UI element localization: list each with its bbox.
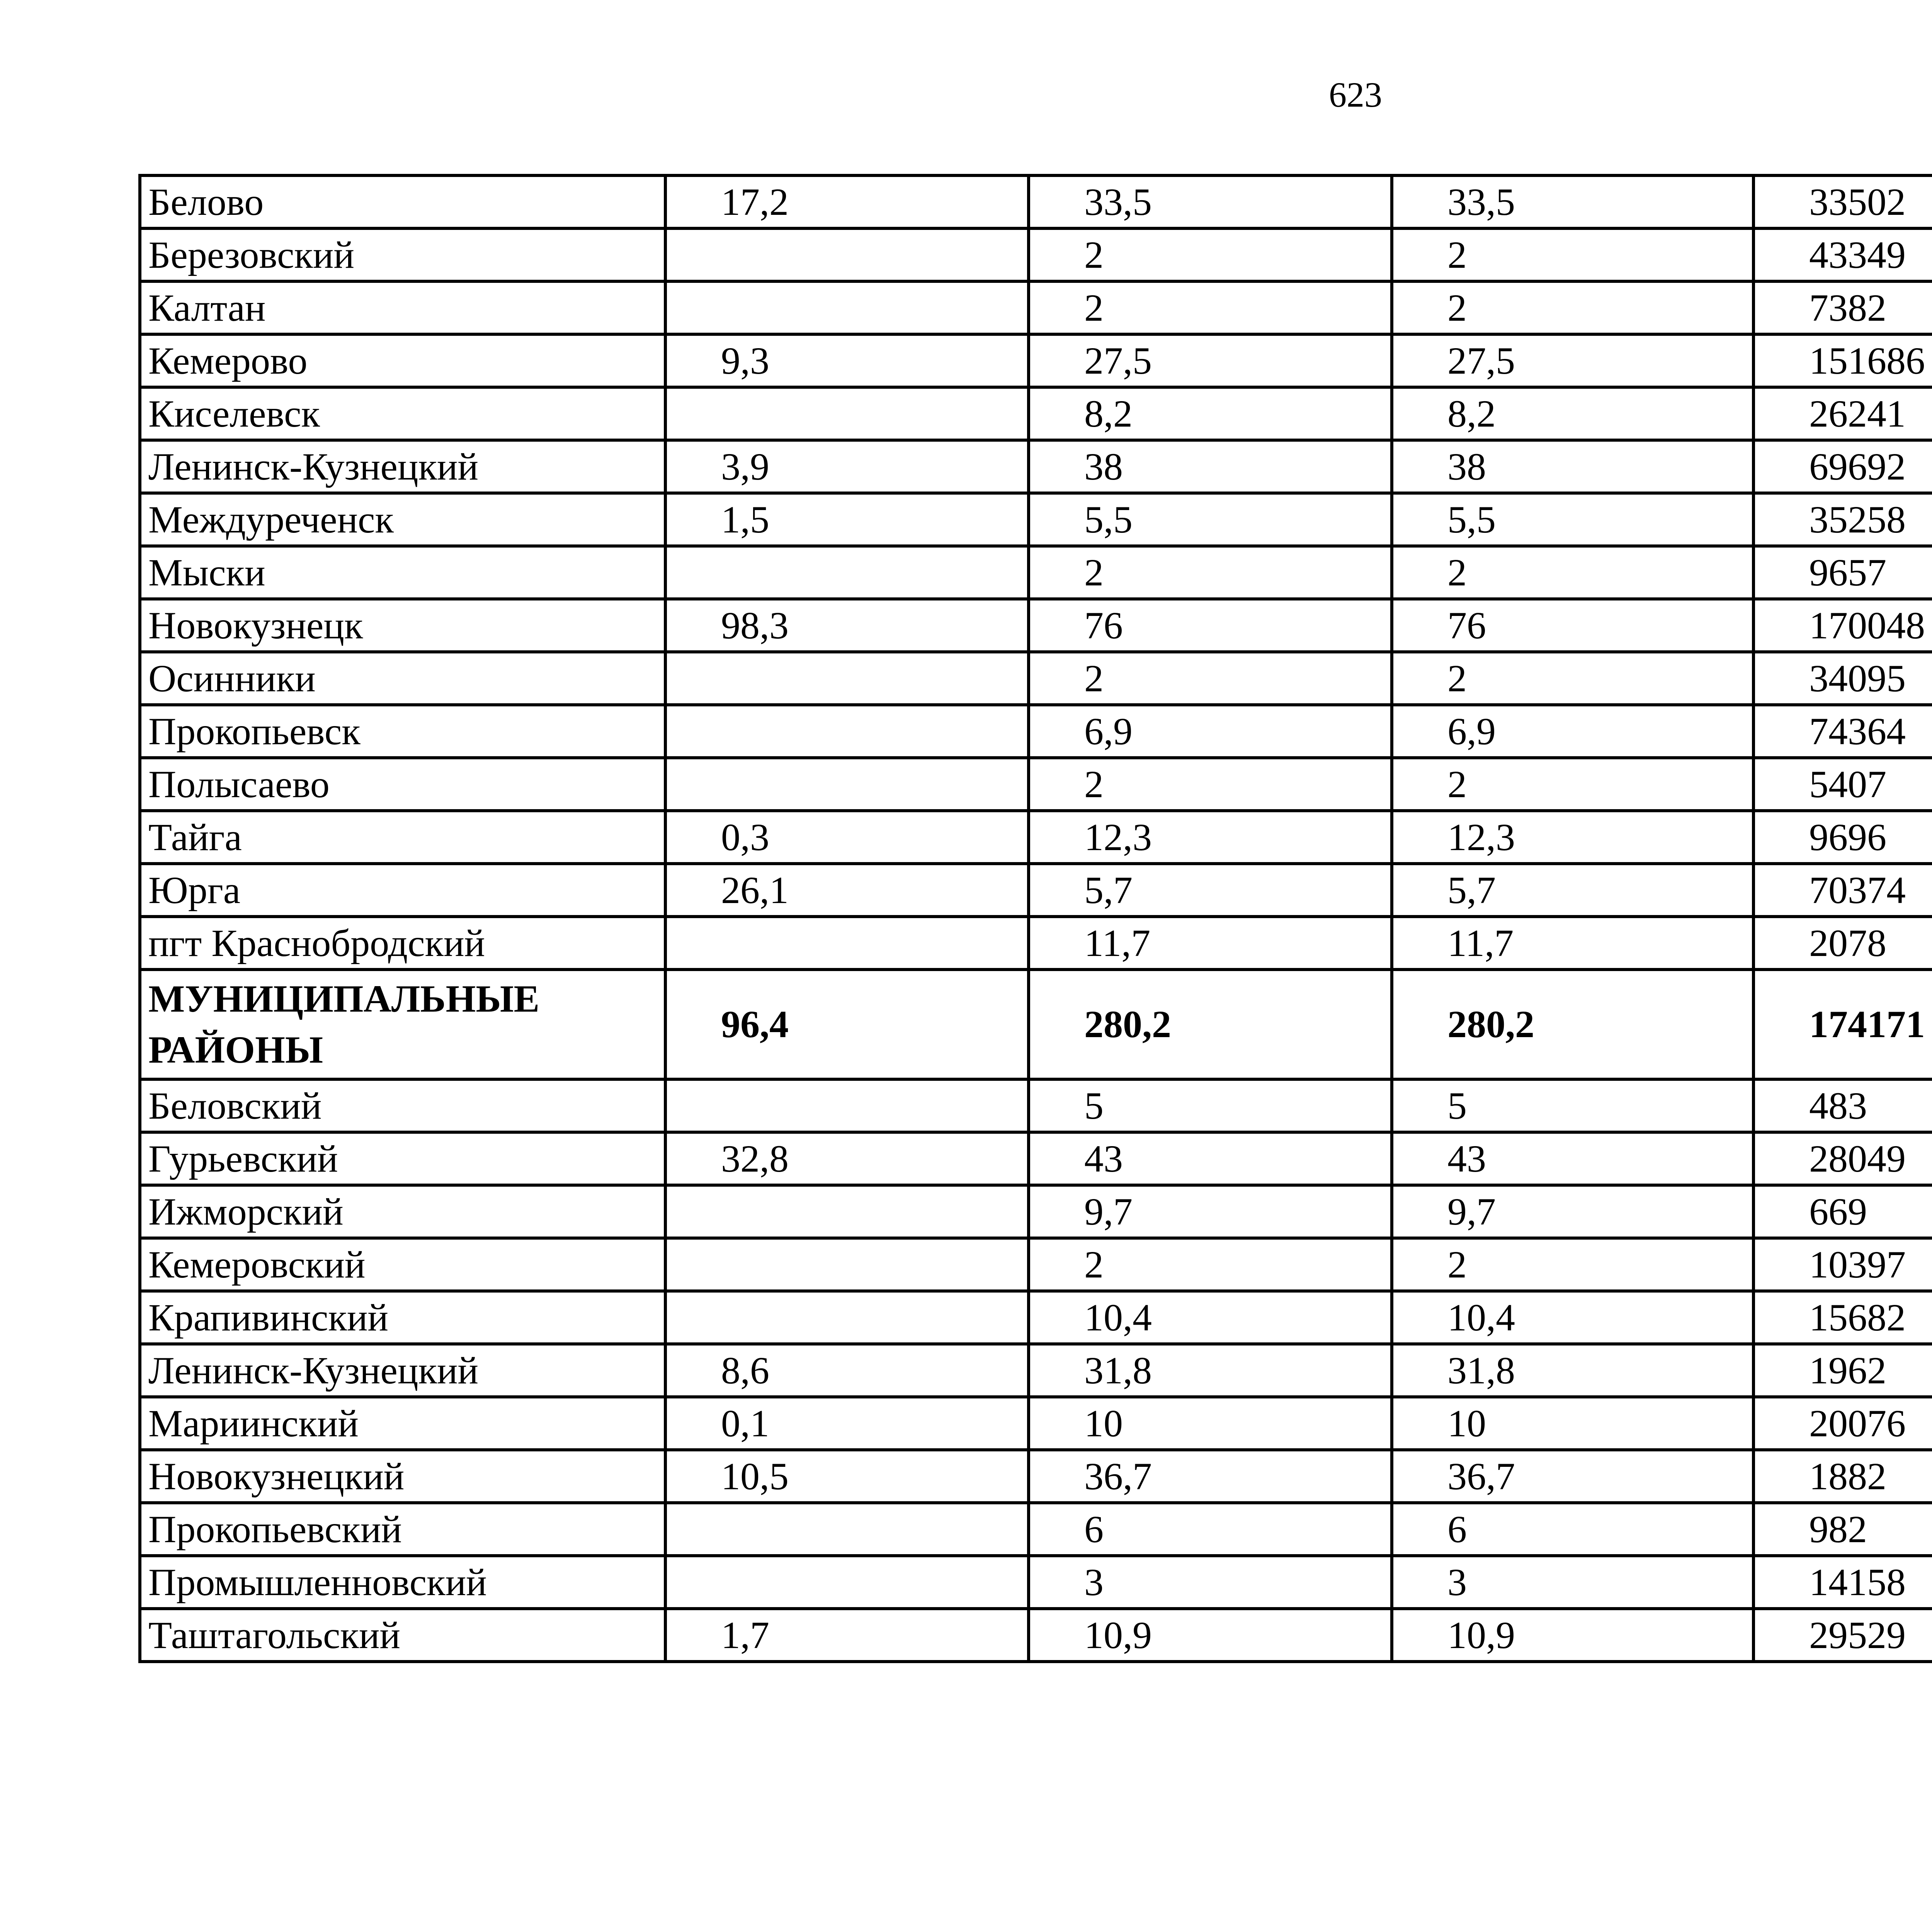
value-cell-v3: 11,7 (1392, 917, 1753, 970)
value-cell-v3: 2 (1392, 546, 1753, 599)
value-cell-v4: 9657 (1753, 546, 1932, 599)
value-cell-v1: 1,7 (665, 1609, 1029, 1662)
table-row (140, 1079, 1932, 1132)
row-name-cell: Юрга (140, 864, 665, 917)
value-cell-v4: 14158 (1753, 1556, 1932, 1609)
value-cell-v1: 0,3 (665, 811, 1029, 864)
row-name-cell: Междуреченск (140, 493, 665, 546)
table-row (140, 811, 1932, 864)
row-name-cell: Таштагольский (140, 1609, 665, 1662)
value-cell-v4: 69692 (1753, 440, 1932, 493)
value-cell-v1 (665, 387, 1029, 440)
value-cell-v4: 9696 (1753, 811, 1932, 864)
value-cell-v3: 2 (1392, 228, 1753, 281)
value-cell-v2: 9,7 (1029, 1185, 1392, 1238)
value-cell-v4: 5407 (1753, 758, 1932, 811)
table-row (140, 1344, 1932, 1397)
table-row (140, 864, 1932, 917)
value-cell-v2: 280,2 (1029, 970, 1392, 1079)
value-cell-v4: 483 (1753, 1079, 1932, 1132)
value-cell-v1 (665, 546, 1029, 599)
table-row (140, 1450, 1932, 1503)
row-name-cell: Ижморский (140, 1185, 665, 1238)
value-cell-v1: 17,2 (665, 175, 1029, 228)
value-cell-v4: 26241 (1753, 387, 1932, 440)
value-cell-v2: 5,5 (1029, 493, 1392, 546)
value-cell-v3: 280,2 (1392, 970, 1753, 1079)
value-cell-v2: 2 (1029, 1238, 1392, 1291)
table-row (140, 175, 1932, 228)
row-name-cell: Беловский (140, 1079, 665, 1132)
value-cell-v2: 5 (1029, 1079, 1392, 1132)
table-row (140, 705, 1932, 758)
value-cell-v2: 2 (1029, 546, 1392, 599)
value-cell-v1: 98,3 (665, 599, 1029, 652)
row-name-cell: Гурьевский (140, 1132, 665, 1185)
table-row (140, 1609, 1932, 1662)
value-cell-v1 (665, 1238, 1029, 1291)
table-row (140, 281, 1932, 334)
value-cell-v1 (665, 917, 1029, 970)
table-row (140, 652, 1932, 705)
value-cell-v1: 96,4 (665, 970, 1029, 1079)
table-row (140, 1238, 1932, 1291)
value-cell-v1: 8,6 (665, 1344, 1029, 1397)
value-cell-v4: 170048 (1753, 599, 1932, 652)
value-cell-v3: 33,5 (1392, 175, 1753, 228)
row-name-cell: Ленинск-Кузнецкий (140, 1344, 665, 1397)
value-cell-v2: 10,9 (1029, 1609, 1392, 1662)
value-cell-v2: 2 (1029, 281, 1392, 334)
value-cell-v3: 10 (1392, 1397, 1753, 1450)
value-cell-v1 (665, 1079, 1029, 1132)
row-name-cell: Промышленновский (140, 1556, 665, 1609)
value-cell-v1 (665, 758, 1029, 811)
table-row (140, 1291, 1932, 1344)
value-cell-v3: 6,9 (1392, 705, 1753, 758)
value-cell-v1 (665, 705, 1029, 758)
value-cell-v4: 29529 (1753, 1609, 1932, 1662)
value-cell-v2: 43 (1029, 1132, 1392, 1185)
value-cell-v2: 27,5 (1029, 334, 1392, 387)
page-number: 623 (1329, 75, 1382, 114)
row-name-cell: Новокузнецкий (140, 1450, 665, 1503)
value-cell-v3: 43 (1392, 1132, 1753, 1185)
table-row (140, 1185, 1932, 1238)
value-cell-v3: 38 (1392, 440, 1753, 493)
value-cell-v1 (665, 1185, 1029, 1238)
row-name-cell: Киселевск (140, 387, 665, 440)
table-row (140, 1132, 1932, 1185)
row-name-cell: Прокопьевский (140, 1503, 665, 1556)
value-cell-v2: 6,9 (1029, 705, 1392, 758)
value-cell-v1: 9,3 (665, 334, 1029, 387)
row-name-cell: Новокузнецк (140, 599, 665, 652)
value-cell-v1: 1,5 (665, 493, 1029, 546)
row-name-cell: Крапивинский (140, 1291, 665, 1344)
table-row (140, 1503, 1932, 1556)
value-cell-v2: 5,7 (1029, 864, 1392, 917)
row-name-cell: Кемеровский (140, 1238, 665, 1291)
value-cell-v3: 10,4 (1392, 1291, 1753, 1344)
table-row (140, 1397, 1932, 1450)
value-cell-v4: 151686 (1753, 334, 1932, 387)
value-cell-v3: 36,7 (1392, 1450, 1753, 1503)
value-cell-v1 (665, 281, 1029, 334)
value-cell-v1: 0,1 (665, 1397, 1029, 1450)
value-cell-v1: 26,1 (665, 864, 1029, 917)
value-cell-v3: 6 (1392, 1503, 1753, 1556)
value-cell-v2: 76 (1029, 599, 1392, 652)
table-row (140, 387, 1932, 440)
value-cell-v2: 6 (1029, 1503, 1392, 1556)
value-cell-v2: 10 (1029, 1397, 1392, 1450)
value-cell-v4: 74364 (1753, 705, 1932, 758)
value-cell-v3: 2 (1392, 281, 1753, 334)
value-cell-v4: 15682 (1753, 1291, 1932, 1344)
table-row (140, 599, 1932, 652)
table-row (140, 440, 1932, 493)
value-cell-v3: 5,7 (1392, 864, 1753, 917)
value-cell-v3: 76 (1392, 599, 1753, 652)
value-cell-v4: 1962 (1753, 1344, 1932, 1397)
data-table (138, 174, 1932, 1663)
row-name-cell: Березовский (140, 228, 665, 281)
value-cell-v4: 7382 (1753, 281, 1932, 334)
table-row (140, 758, 1932, 811)
value-cell-v3: 2 (1392, 758, 1753, 811)
table-row (140, 970, 1932, 1079)
row-name-cell: пгт Краснобродский (140, 917, 665, 970)
value-cell-v2: 11,7 (1029, 917, 1392, 970)
table-row (140, 1556, 1932, 1609)
row-name-cell: Тайга (140, 811, 665, 864)
value-cell-v2: 3 (1029, 1556, 1392, 1609)
value-cell-v4: 10397 (1753, 1238, 1932, 1291)
value-cell-v3: 3 (1392, 1556, 1753, 1609)
table-body (140, 175, 1932, 1662)
value-cell-v2: 12,3 (1029, 811, 1392, 864)
value-cell-v3: 5,5 (1392, 493, 1753, 546)
table-row (140, 917, 1932, 970)
row-name-cell: Ленинск-Кузнецкий (140, 440, 665, 493)
table-row (140, 493, 1932, 546)
value-cell-v3: 8,2 (1392, 387, 1753, 440)
row-name-cell: Кемерово (140, 334, 665, 387)
value-cell-v4: 2078 (1753, 917, 1932, 970)
value-cell-v3: 2 (1392, 1238, 1753, 1291)
value-cell-v4: 28049 (1753, 1132, 1932, 1185)
value-cell-v3: 10,9 (1392, 1609, 1753, 1662)
table-row (140, 228, 1932, 281)
value-cell-v4: 35258 (1753, 493, 1932, 546)
row-name-cell: Осинники (140, 652, 665, 705)
value-cell-v4: 669 (1753, 1185, 1932, 1238)
value-cell-v3: 5 (1392, 1079, 1753, 1132)
row-name-cell: МУНИЦИПАЛЬНЫЕ РАЙОНЫ (140, 970, 665, 1079)
row-name-cell: Белово (140, 175, 665, 228)
value-cell-v4: 1882 (1753, 1450, 1932, 1503)
value-cell-v1: 32,8 (665, 1132, 1029, 1185)
value-cell-v3: 31,8 (1392, 1344, 1753, 1397)
value-cell-v2: 2 (1029, 228, 1392, 281)
row-name-cell: Прокопьевск (140, 705, 665, 758)
value-cell-v3: 9,7 (1392, 1185, 1753, 1238)
row-name-cell: Мариинский (140, 1397, 665, 1450)
value-cell-v3: 2 (1392, 652, 1753, 705)
value-cell-v1: 3,9 (665, 440, 1029, 493)
value-cell-v2: 2 (1029, 652, 1392, 705)
row-name-cell: Мыски (140, 546, 665, 599)
value-cell-v4: 20076 (1753, 1397, 1932, 1450)
value-cell-v2: 8,2 (1029, 387, 1392, 440)
row-name-cell: Полысаево (140, 758, 665, 811)
value-cell-v1 (665, 1503, 1029, 1556)
value-cell-v1 (665, 228, 1029, 281)
value-cell-v4: 34095 (1753, 652, 1932, 705)
value-cell-v1 (665, 652, 1029, 705)
value-cell-v3: 27,5 (1392, 334, 1753, 387)
value-cell-v2: 2 (1029, 758, 1392, 811)
table-row (140, 546, 1932, 599)
value-cell-v2: 33,5 (1029, 175, 1392, 228)
value-cell-v1 (665, 1556, 1029, 1609)
value-cell-v4: 43349 (1753, 228, 1932, 281)
row-name-cell: Калтан (140, 281, 665, 334)
value-cell-v4: 33502 (1753, 175, 1932, 228)
value-cell-v2: 38 (1029, 440, 1392, 493)
value-cell-v4: 174171 (1753, 970, 1932, 1079)
value-cell-v3: 12,3 (1392, 811, 1753, 864)
value-cell-v2: 36,7 (1029, 1450, 1392, 1503)
value-cell-v4: 982 (1753, 1503, 1932, 1556)
value-cell-v1: 10,5 (665, 1450, 1029, 1503)
table-row (140, 334, 1932, 387)
value-cell-v1 (665, 1291, 1029, 1344)
value-cell-v2: 31,8 (1029, 1344, 1392, 1397)
value-cell-v4: 70374 (1753, 864, 1932, 917)
value-cell-v2: 10,4 (1029, 1291, 1392, 1344)
